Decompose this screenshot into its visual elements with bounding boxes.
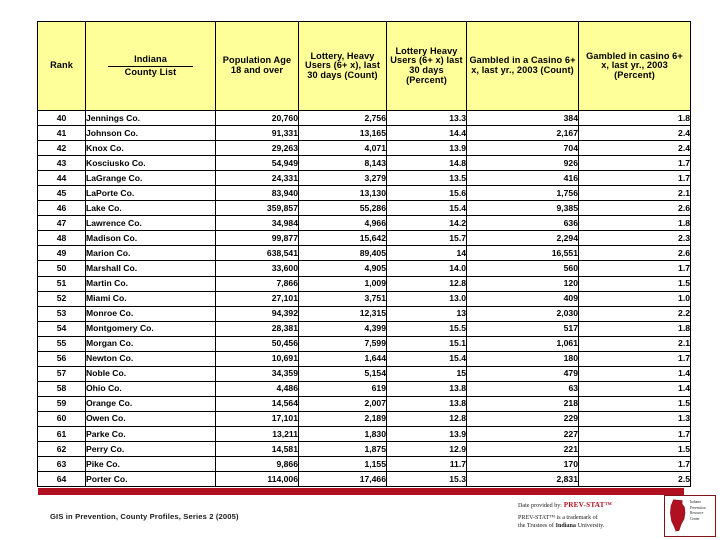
column-header-population (216, 22, 299, 111)
cell-casino-count: 221 (467, 442, 579, 457)
cell-casino-percent: 1.8 (579, 111, 691, 126)
cell-casino-count: 1,756 (467, 186, 579, 201)
cell-casino-count: 9,385 (467, 201, 579, 216)
cell-casino-count: 170 (467, 457, 579, 472)
cell-casino-percent: 2.3 (579, 231, 691, 246)
cell-county: Morgan Co. (86, 336, 216, 351)
table-row (38, 261, 691, 276)
column-header-county-line2: County List (124, 66, 177, 77)
logo-text-block (690, 500, 713, 522)
cell-rank: 53 (38, 306, 86, 321)
cell-rank: 57 (38, 366, 86, 381)
cell-casino-percent: 2.1 (579, 336, 691, 351)
table-row (38, 231, 691, 246)
cell-lottery-percent: 13.9 (387, 141, 467, 156)
cell-rank: 50 (38, 261, 86, 276)
cell-casino-count: 517 (467, 321, 579, 336)
table-row (38, 426, 691, 441)
cell-lottery-percent: 13 (387, 306, 467, 321)
cell-casino-percent: 1.7 (579, 351, 691, 366)
cell-lottery-count: 4,071 (299, 141, 387, 156)
cell-casino-percent: 1.4 (579, 381, 691, 396)
cell-lottery-percent: 14.2 (387, 216, 467, 231)
cell-lottery-count: 2,189 (299, 411, 387, 426)
logo-line-prevention: Prevention (690, 505, 706, 510)
cell-lottery-count: 7,599 (299, 336, 387, 351)
table-row (38, 246, 691, 261)
table-row (38, 381, 691, 396)
cell-lottery-percent: 15.7 (387, 231, 467, 246)
cell-rank: 47 (38, 216, 86, 231)
table-row (38, 336, 691, 351)
cell-casino-percent: 2.4 (579, 126, 691, 141)
cell-casino-percent: 2.6 (579, 201, 691, 216)
cell-population: 17,101 (216, 411, 299, 426)
cell-lottery-count: 13,130 (299, 186, 387, 201)
cell-lottery-count: 1,875 (299, 442, 387, 457)
footer-caption: GIS in Prevention, County Profiles, Series 2 (2005) (50, 512, 239, 521)
footer-credit-trustees-prefix: the Trustees of (518, 523, 554, 530)
cell-lottery-percent: 13.8 (387, 396, 467, 411)
cell-population: 28,381 (216, 321, 299, 336)
cell-population: 114,006 (216, 472, 299, 487)
cell-casino-percent: 1.5 (579, 276, 691, 291)
cell-lottery-percent: 15.4 (387, 351, 467, 366)
column-header-rank (38, 22, 86, 111)
cell-population: 7,866 (216, 276, 299, 291)
cell-rank: 41 (38, 126, 86, 141)
cell-lottery-percent: 12.9 (387, 442, 467, 457)
cell-population: 4,486 (216, 381, 299, 396)
cell-county: Newton Co. (86, 351, 216, 366)
column-header-casino-percent-label: Gambled in casino 6+ x, last yr., 2003 (Percent) (586, 50, 683, 80)
cell-lottery-percent: 12.8 (387, 411, 467, 426)
cell-county: LaPorte Co. (86, 186, 216, 201)
cell-county: Kosciusko Co. (86, 156, 216, 171)
cell-lottery-percent: 15.5 (387, 321, 467, 336)
cell-population: 638,541 (216, 246, 299, 261)
footer-credit-brand: PREV-STAT™ (563, 501, 613, 509)
cell-rank: 60 (38, 411, 86, 426)
cell-casino-percent: 2.5 (579, 472, 691, 487)
column-header-casino-count (467, 22, 579, 111)
logo-line-resource: Resource (690, 511, 704, 516)
cell-population: 14,581 (216, 442, 299, 457)
cell-county: Ohio Co. (86, 381, 216, 396)
cell-population: 99,877 (216, 231, 299, 246)
cell-rank: 59 (38, 396, 86, 411)
indiana-prevention-resource-center-logo (664, 495, 716, 537)
cell-casino-percent: 1.7 (579, 457, 691, 472)
column-header-lottery-percent-label: Lottery Heavy Users (6+ x) last 30 days (Percent) (390, 45, 463, 85)
cell-casino-count: 560 (467, 261, 579, 276)
cell-lottery-percent: 15.4 (387, 201, 467, 216)
cell-casino-percent: 2.6 (579, 246, 691, 261)
cell-casino-percent: 1.7 (579, 156, 691, 171)
cell-county: Marion Co. (86, 246, 216, 261)
table-row (38, 171, 691, 186)
cell-casino-count: 120 (467, 276, 579, 291)
cell-county: Montgomery Co. (86, 321, 216, 336)
cell-rank: 44 (38, 171, 86, 186)
table-row (38, 457, 691, 472)
column-header-population-label: Population Age 18 and over (222, 55, 292, 75)
cell-county: Lake Co. (86, 201, 216, 216)
cell-county: Miami Co. (86, 291, 216, 306)
cell-population: 20,760 (216, 111, 299, 126)
cell-population: 24,331 (216, 171, 299, 186)
cell-lottery-percent: 12.8 (387, 276, 467, 291)
cell-lottery-percent: 15.6 (387, 186, 467, 201)
cell-county: Noble Co. (86, 366, 216, 381)
cell-casino-percent: 1.7 (579, 426, 691, 441)
table-row (38, 216, 691, 231)
column-header-lottery-count (299, 22, 387, 111)
cell-lottery-percent: 14 (387, 246, 467, 261)
cell-casino-percent: 1.8 (579, 321, 691, 336)
column-header-rank-label: Rank (50, 60, 73, 71)
footer-credit-block (518, 500, 668, 531)
cell-county: Owen Co. (86, 411, 216, 426)
cell-population: 94,392 (216, 306, 299, 321)
cell-casino-percent: 1.3 (579, 411, 691, 426)
cell-lottery-count: 3,751 (299, 291, 387, 306)
cell-casino-percent: 1.7 (579, 261, 691, 276)
cell-casino-percent: 1.7 (579, 171, 691, 186)
cell-lottery-count: 4,966 (299, 216, 387, 231)
cell-county: Lawrence Co. (86, 216, 216, 231)
cell-rank: 54 (38, 321, 86, 336)
cell-rank: 56 (38, 351, 86, 366)
cell-population: 9,866 (216, 457, 299, 472)
cell-rank: 62 (38, 442, 86, 457)
cell-casino-percent: 2.2 (579, 306, 691, 321)
table-row (38, 186, 691, 201)
cell-lottery-percent: 13.0 (387, 291, 467, 306)
cell-casino-count: 229 (467, 411, 579, 426)
cell-rank: 49 (38, 246, 86, 261)
cell-lottery-count: 3,279 (299, 171, 387, 186)
table-row (38, 411, 691, 426)
cell-population: 10,691 (216, 351, 299, 366)
cell-lottery-percent: 13.5 (387, 171, 467, 186)
cell-casino-percent: 2.1 (579, 186, 691, 201)
cell-lottery-count: 12,315 (299, 306, 387, 321)
cell-rank: 40 (38, 111, 86, 126)
cell-county: Perry Co. (86, 442, 216, 457)
cell-casino-count: 479 (467, 366, 579, 381)
cell-rank: 46 (38, 201, 86, 216)
cell-lottery-count: 1,009 (299, 276, 387, 291)
table-row (38, 442, 691, 457)
cell-population: 54,949 (216, 156, 299, 171)
table-row (38, 321, 691, 336)
cell-rank: 64 (38, 472, 86, 487)
cell-casino-count: 384 (467, 111, 579, 126)
cell-casino-percent: 1.5 (579, 396, 691, 411)
cell-county: Martin Co. (86, 276, 216, 291)
table-header (38, 22, 691, 111)
cell-lottery-percent: 13.9 (387, 426, 467, 441)
cell-lottery-percent: 13.8 (387, 381, 467, 396)
cell-casino-count: 409 (467, 291, 579, 306)
table-row (38, 306, 691, 321)
table-row (38, 141, 691, 156)
footer-credit-trademark-line: PREV-STAT™ is a trademark of (518, 514, 598, 521)
cell-rank: 45 (38, 186, 86, 201)
cell-county: Jennings Co. (86, 111, 216, 126)
indiana-state-outline-icon (668, 499, 688, 532)
cell-lottery-count: 1,644 (299, 351, 387, 366)
cell-casino-percent: 1.0 (579, 291, 691, 306)
cell-county: Porter Co. (86, 472, 216, 487)
cell-population: 83,940 (216, 186, 299, 201)
cell-casino-count: 1,061 (467, 336, 579, 351)
footer-credit-indiana: Indiana (555, 523, 576, 530)
cell-county: Orange Co. (86, 396, 216, 411)
table-row (38, 111, 691, 126)
cell-lottery-count: 5,154 (299, 366, 387, 381)
table-row (38, 291, 691, 306)
cell-rank: 42 (38, 141, 86, 156)
footer-credit-university: University. (577, 523, 605, 530)
cell-lottery-percent: 14.8 (387, 156, 467, 171)
column-header-county (86, 22, 216, 111)
cell-lottery-percent: 13.3 (387, 111, 467, 126)
table-row (38, 201, 691, 216)
cell-casino-count: 218 (467, 396, 579, 411)
table-row (38, 156, 691, 171)
table-row (38, 276, 691, 291)
logo-line-center: Center (690, 516, 700, 521)
cell-lottery-percent: 15 (387, 366, 467, 381)
cell-county: Monroe Co. (86, 306, 216, 321)
cell-lottery-percent: 11.7 (387, 457, 467, 472)
cell-population: 27,101 (216, 291, 299, 306)
cell-county: Johnson Co. (86, 126, 216, 141)
cell-casino-count: 2,167 (467, 126, 579, 141)
cell-lottery-count: 4,905 (299, 261, 387, 276)
cell-lottery-count: 1,155 (299, 457, 387, 472)
cell-casino-count: 63 (467, 381, 579, 396)
cell-lottery-count: 2,007 (299, 396, 387, 411)
cell-casino-percent: 1.8 (579, 216, 691, 231)
cell-population: 34,984 (216, 216, 299, 231)
table-row (38, 351, 691, 366)
logo-line-indiana: Indiana (690, 500, 701, 504)
cell-casino-percent: 2.4 (579, 141, 691, 156)
cell-lottery-count: 89,405 (299, 246, 387, 261)
cell-lottery-count: 8,143 (299, 156, 387, 171)
cell-population: 13,211 (216, 426, 299, 441)
cell-lottery-count: 619 (299, 381, 387, 396)
cell-lottery-percent: 14.0 (387, 261, 467, 276)
cell-population: 50,456 (216, 336, 299, 351)
cell-population: 14,564 (216, 396, 299, 411)
cell-rank: 52 (38, 291, 86, 306)
cell-population: 33,600 (216, 261, 299, 276)
cell-population: 34,359 (216, 366, 299, 381)
footer-credit-line2 (518, 514, 668, 531)
table-row (38, 396, 691, 411)
table-row (38, 366, 691, 381)
column-header-county-line1: Indiana (108, 55, 193, 67)
county-profile-table-wrapper (37, 21, 690, 487)
county-profile-table (37, 21, 691, 487)
cell-rank: 55 (38, 336, 86, 351)
cell-county: Parke Co. (86, 426, 216, 441)
footer-divider-rule (38, 488, 684, 495)
cell-casino-count: 636 (467, 216, 579, 231)
cell-lottery-count: 2,756 (299, 111, 387, 126)
column-header-lottery-percent (387, 22, 467, 111)
cell-lottery-count: 15,642 (299, 231, 387, 246)
cell-county: Marshall Co. (86, 261, 216, 276)
cell-casino-count: 227 (467, 426, 579, 441)
cell-casino-count: 704 (467, 141, 579, 156)
footer-credit-prefix: Date provided by: (518, 503, 562, 509)
cell-lottery-count: 13,165 (299, 126, 387, 141)
cell-casino-count: 2,831 (467, 472, 579, 487)
cell-lottery-percent: 15.3 (387, 472, 467, 487)
cell-rank: 63 (38, 457, 86, 472)
cell-lottery-count: 1,830 (299, 426, 387, 441)
cell-county: LaGrange Co. (86, 171, 216, 186)
cell-casino-count: 16,551 (467, 246, 579, 261)
cell-population: 359,857 (216, 201, 299, 216)
cell-lottery-count: 55,286 (299, 201, 387, 216)
table-header-row (38, 22, 691, 111)
cell-lottery-percent: 15.1 (387, 336, 467, 351)
cell-rank: 48 (38, 231, 86, 246)
cell-casino-percent: 1.4 (579, 366, 691, 381)
cell-lottery-percent: 14.4 (387, 126, 467, 141)
table-row (38, 472, 691, 487)
cell-casino-count: 2,294 (467, 231, 579, 246)
cell-rank: 61 (38, 426, 86, 441)
cell-rank: 51 (38, 276, 86, 291)
table-row (38, 126, 691, 141)
cell-county: Madison Co. (86, 231, 216, 246)
column-header-casino-count-label: Gambled in a Casino 6+ x, last yr., 2003 (Count) (469, 55, 576, 75)
cell-casino-percent: 1.5 (579, 442, 691, 457)
cell-lottery-count: 17,466 (299, 472, 387, 487)
column-header-lottery-count-label: Lottery, Heavy Users (6+ x), last 30 days (Count) (304, 50, 381, 80)
cell-casino-count: 2,030 (467, 306, 579, 321)
cell-casino-count: 180 (467, 351, 579, 366)
cell-population: 91,331 (216, 126, 299, 141)
cell-casino-count: 416 (467, 171, 579, 186)
cell-casino-count: 926 (467, 156, 579, 171)
cell-rank: 43 (38, 156, 86, 171)
cell-rank: 58 (38, 381, 86, 396)
column-header-casino-percent (579, 22, 691, 111)
footer-credit-line1 (518, 500, 668, 511)
table-body (38, 111, 691, 487)
cell-population: 29,263 (216, 141, 299, 156)
cell-county: Pike Co. (86, 457, 216, 472)
cell-lottery-count: 4,399 (299, 321, 387, 336)
cell-county: Knox Co. (86, 141, 216, 156)
